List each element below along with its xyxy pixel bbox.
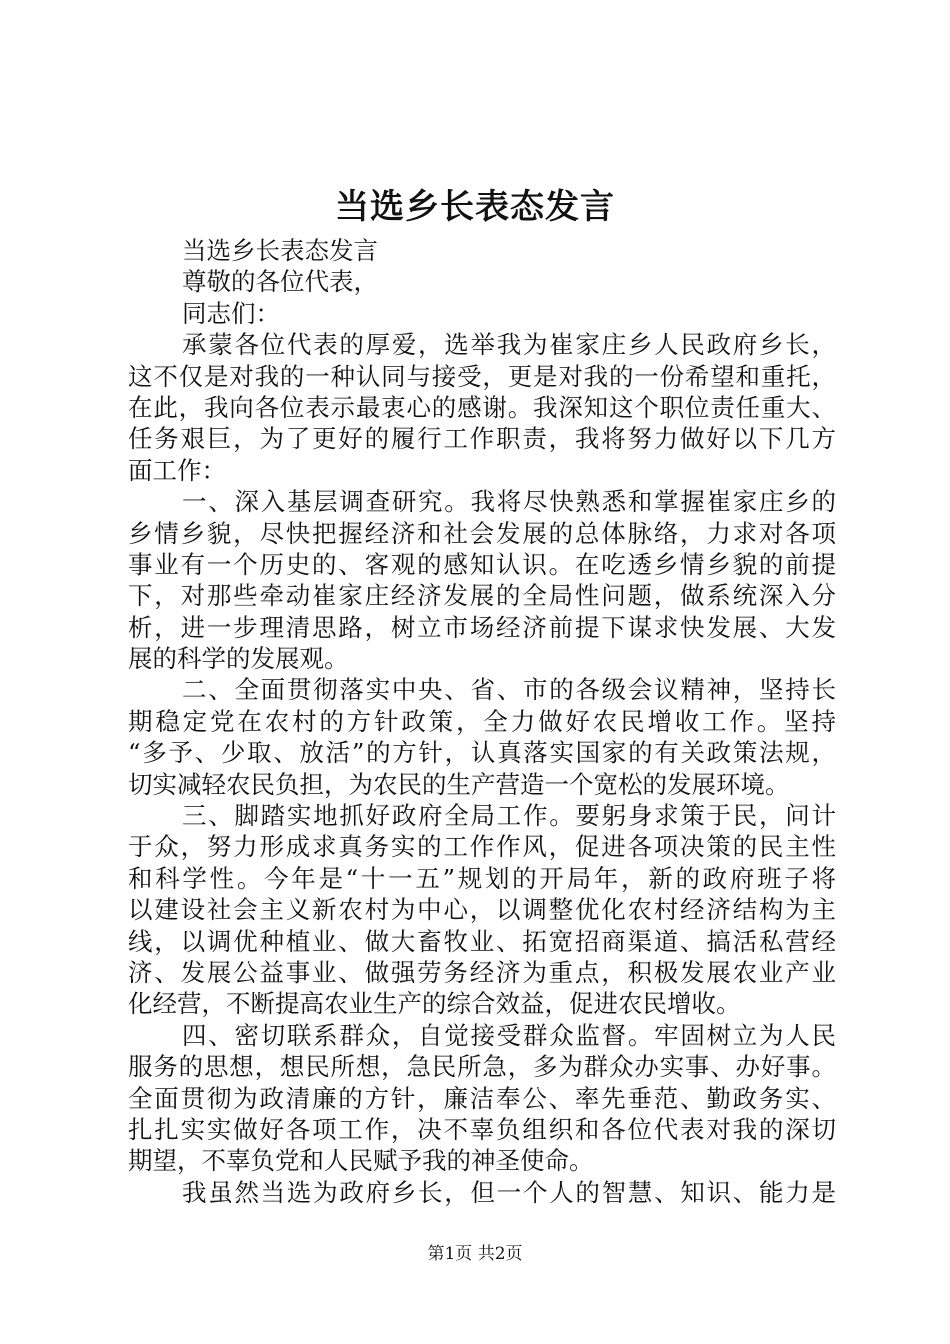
body-line: 事业有一个历史的、客观的感知认识。在吃透乡情乡貌的前提 <box>128 549 836 579</box>
body-line: 乡情乡貌，尽快把握经济和社会发展的总体脉络，力求对各项 <box>128 518 836 548</box>
document-body <box>128 235 836 1208</box>
body-line: 我虽然当选为政府乡长，但一个人的智慧、知识、能力是 <box>182 1177 836 1207</box>
body-line: 下，对那些牵动崔家庄经济发展的全局性问题，做系统深入分 <box>128 581 836 611</box>
body-line: 于众，努力形成求真务实的工作作风，促进各项决策的民主性 <box>128 832 836 862</box>
body-line: 扎扎实实做好各项工作，决不辜负组织和各位代表对我的深切 <box>128 1114 836 1144</box>
body-line: 期稳定党在农村的方针政策，全力做好农民增收工作。坚持 <box>128 706 836 736</box>
body-line: 二、全面贯彻落实中央、省、市的各级会议精神，坚持长 <box>182 675 836 705</box>
body-line: 当选乡长表态发言 <box>182 236 378 265</box>
body-line: 期望，不辜负党和人民赋予我的神圣使命。 <box>128 1146 594 1176</box>
body-line: 一、深入基层调查研究。我将尽快熟悉和掌握崔家庄乡的 <box>182 487 836 517</box>
body-line: 这不仅是对我的一种认同与接受，更是对我的一份希望和重托， <box>128 361 836 391</box>
body-line: 尊敬的各位代表， <box>182 267 378 297</box>
body-line: 济、发展公益事业、做强劳务经济为重点，积极发展农业产业 <box>128 957 836 987</box>
body-line: 全面贯彻为政清廉的方针，廉洁奉公、率先垂范、勤政务实、 <box>128 1083 836 1113</box>
page-indicator: 第1页 共2页 <box>427 1244 523 1264</box>
body-line: 以建设社会主义新农村为中心，以调整优化农村经济结构为主 <box>128 895 836 925</box>
body-line: 化经营，不断提高农业生产的综合效益，促进农民增收。 <box>128 989 741 1019</box>
body-line: 在此，我向各位表示最衷心的感谢。我深知这个职位责任重大、 <box>128 392 836 422</box>
body-line: 同志们： <box>182 298 280 328</box>
body-line: 承蒙各位代表的厚爱，选举我为崔家庄乡人民政府乡长， <box>182 330 836 360</box>
body-line: 切实减轻农民负担，为农民的生产营造一个宽松的发展环境。 <box>128 769 790 799</box>
document-title: 当选乡长表态发言 <box>335 187 615 227</box>
body-line: 线，以调优种植业、做大畜牧业、拓宽招商渠道、搞活私营经 <box>128 926 836 956</box>
body-line: 四、密切联系群众，自觉接受群众监督。牢固树立为人民 <box>182 1020 836 1050</box>
body-line: 服务的思想，想民所想，急民所急，多为群众办实事、办好事。 <box>128 1052 836 1082</box>
body-line: 和科学性。今年是“十一五”规划的开局年，新的政府班子将 <box>128 863 836 893</box>
body-line: 展的科学的发展观。 <box>128 644 349 674</box>
body-line: 任务艰巨，为了更好的履行工作职责，我将努力做好以下几方 <box>128 424 836 454</box>
body-line: 面工作： <box>128 455 226 485</box>
body-line: 析，进一步理清思路，树立市场经济前提下谋求快发展、大发 <box>128 612 836 642</box>
body-line: “多予、少取、放活”的方针，认真落实国家的有关政策法规， <box>128 738 836 768</box>
body-line: 三、脚踏实地抓好政府全局工作。要躬身求策于民，问计 <box>182 801 836 831</box>
